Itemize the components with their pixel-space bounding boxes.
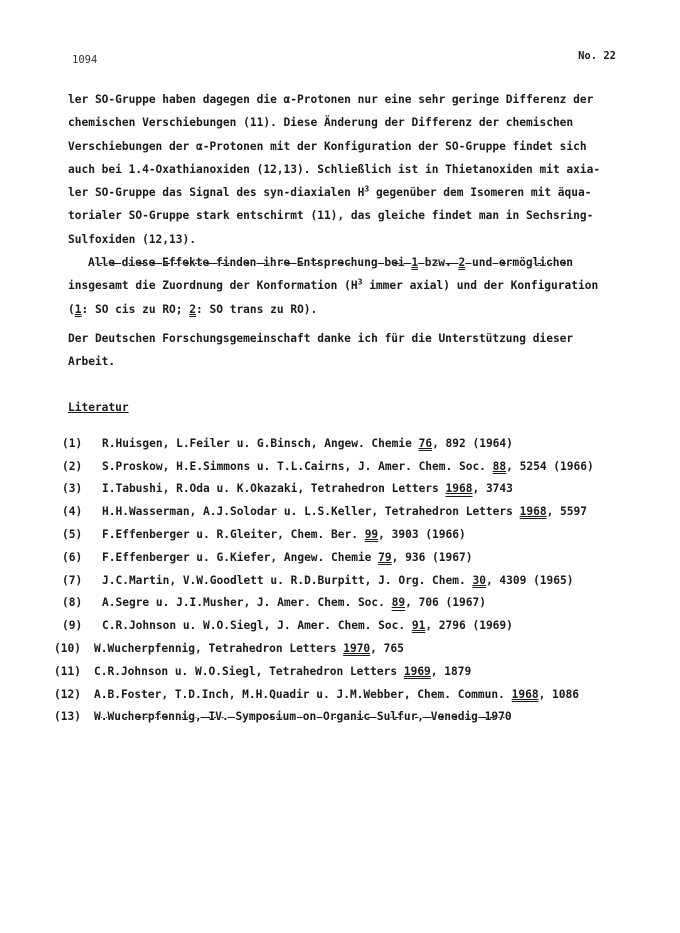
reference-item	[62, 547, 628, 570]
reference-item	[54, 638, 628, 661]
issue-number: No. 22	[578, 50, 616, 62]
reference-text: F.Effenberger u. G.Kiefer, Angew. Chemie	[102, 550, 379, 564]
reference-item	[62, 478, 628, 501]
reference-volume: 99	[364, 528, 379, 542]
reference-pages: , 2796 (1969)	[425, 619, 513, 633]
reference-volume: 1968	[519, 505, 547, 519]
text-span: bzw.	[418, 256, 459, 270]
reference-item	[54, 706, 628, 729]
reference-volume: 1970	[343, 642, 371, 656]
reference-number: (13)	[54, 710, 81, 724]
reference-number: (4)	[62, 505, 83, 519]
reference-pages: , 3903 (1966)	[378, 528, 466, 542]
reference-pages: , 892 (1964)	[432, 436, 513, 450]
text-span: ler SO-Gruppe das Signal des syn-diaxialen H	[68, 186, 365, 200]
reference-text: C.R.Johnson u. W.O.Siegl, J. Amer. Chem. Soc.	[102, 619, 412, 633]
reference-volume: 88	[492, 459, 507, 473]
text-span: (	[68, 302, 75, 316]
reference-pages: , 4309 (1965)	[485, 573, 574, 587]
text-span: und ermöglichen	[465, 256, 574, 270]
text-span: gegenüber dem Isomeren mit äqua-	[369, 186, 592, 200]
reference-item	[62, 570, 628, 593]
text-line	[68, 251, 628, 274]
text-line: Sulfoxiden (12,13).	[68, 232, 196, 246]
reference-item	[62, 456, 628, 479]
reference-volume: 79	[378, 550, 392, 564]
superscript: 3	[364, 184, 370, 194]
text-line	[68, 298, 628, 321]
text-span: : SO trans zu RO).	[196, 302, 318, 316]
text-span: immer axial) und der Konfiguration	[362, 279, 599, 293]
reference-item	[62, 615, 628, 638]
text-line	[68, 181, 628, 204]
reference-text: A.B.Foster, T.D.Inch, M.H.Quadir u. J.M.Webber, Chem. Commun.	[94, 687, 512, 701]
reference-number: (2)	[62, 459, 83, 473]
reference-number: (11)	[54, 664, 81, 678]
reference-volume: 1968	[445, 482, 473, 496]
reference-text: S.Proskow, H.E.Simmons u. T.L.Cairns, J. Amer. Chem. Soc.	[102, 459, 493, 473]
reference-text: J.C.Martin, V.W.Goodlett u. R.D.Burpitt, J. Org. Chem.	[102, 573, 473, 587]
reference-number: (8)	[62, 596, 83, 610]
literature-heading: Literatur	[68, 400, 129, 414]
reference-number: (1)	[62, 436, 83, 450]
reference-pages: , 3743	[472, 482, 513, 496]
text-line	[68, 274, 628, 297]
compound-ref: 2	[458, 256, 466, 270]
superscript: 3	[357, 277, 363, 287]
reference-number: (10)	[54, 642, 81, 656]
reference-volume: 89	[391, 596, 406, 610]
text-line: chemischen Verschiebungen (11). Diese Änderung der Differenz der chemischen	[68, 116, 574, 130]
reference-number: (12)	[54, 687, 81, 701]
reference-number: (3)	[62, 482, 83, 496]
compound-ref: 1	[74, 302, 82, 316]
article-body	[54, 88, 628, 729]
reference-volume: 1969	[403, 664, 431, 678]
text-span: : SO cis zu RO;	[81, 302, 190, 316]
reference-volume: 76	[418, 436, 433, 450]
reference-volume: 30	[472, 573, 486, 587]
reference-volume: 1968	[511, 687, 539, 701]
reference-number: (9)	[62, 619, 83, 633]
reference-text: C.R.Johnson u. W.O.Siegl, Tetrahedron Letters	[94, 664, 404, 678]
text-line: torialer SO-Gruppe stark entschirmt (11), das gleiche findet man in Sechsring-	[68, 209, 594, 223]
reference-pages: , 706 (1967)	[405, 596, 486, 610]
compound-ref: 1	[411, 256, 419, 270]
reference-pages: , 765	[370, 642, 404, 656]
text-line: Verschiebungen der α-Protonen mit der Konfiguration der SO-Gruppe findet sich	[68, 139, 587, 153]
compound-ref: 2	[189, 302, 197, 316]
reference-item	[54, 661, 628, 684]
reference-item	[62, 524, 628, 547]
reference-text: I.Tabushi, R.Oda u. K.Okazaki, Tetrahedron Letters	[102, 482, 446, 496]
reference-item	[62, 592, 628, 615]
reference-item	[62, 501, 628, 524]
reference-text: F.Effenberger u. R.Gleiter, Chem. Ber.	[102, 528, 365, 542]
reference-volume: 91	[411, 619, 426, 633]
acknowledgment	[68, 327, 628, 374]
reference-item	[62, 433, 628, 456]
text-span: Alle diese Effekte finden ihre Entsprechung bei	[88, 256, 412, 270]
reference-pages: , 1879	[430, 664, 472, 678]
paragraph-2	[68, 251, 628, 321]
text-line: auch bei 1.4-Oxathianoxiden (12,13). Schließlich ist in Thietanoxiden mit axia-	[68, 162, 601, 176]
reference-pages: , 936 (1967)	[391, 550, 473, 564]
reference-text: H.H.Wasserman, A.J.Solodar u. L.S.Keller, Tetrahedron Letters	[102, 505, 520, 519]
reference-pages: , 1086	[538, 687, 579, 701]
text-line: Arbeit.	[68, 355, 116, 369]
reference-list	[54, 433, 628, 729]
reference-item	[54, 684, 628, 707]
reference-number: (5)	[62, 528, 83, 542]
paragraph-1	[68, 88, 628, 251]
reference-text: R.Huisgen, L.Feiler u. G.Binsch, Angew. Chemie	[102, 436, 419, 450]
reference-number: (7)	[62, 573, 83, 587]
text-line: ler SO-Gruppe haben dagegen die α-Protonen nur eine sehr geringe Differenz der	[68, 93, 594, 106]
text-line: Der Deutschen Forschungsgemeinschaft danke ich für die Unterstützung dieser	[68, 331, 574, 345]
text-span: insgesamt die Zuordnung der Konformation (H	[68, 279, 358, 293]
reference-text: A.Segre u. J.I.Musher, J. Amer. Chem. Soc.	[102, 596, 392, 610]
page-number: 1094	[72, 54, 98, 66]
reference-text: W.Wucherpfennig, Tetrahedron Letters	[94, 642, 344, 656]
reference-text: W.Wucherpfennig, IV. Symposium on Organic Sulfur, Venedig 1970	[94, 710, 512, 724]
reference-pages: , 5254 (1966)	[506, 459, 594, 473]
reference-number: (6)	[62, 550, 83, 564]
reference-pages: , 5597	[546, 505, 587, 519]
